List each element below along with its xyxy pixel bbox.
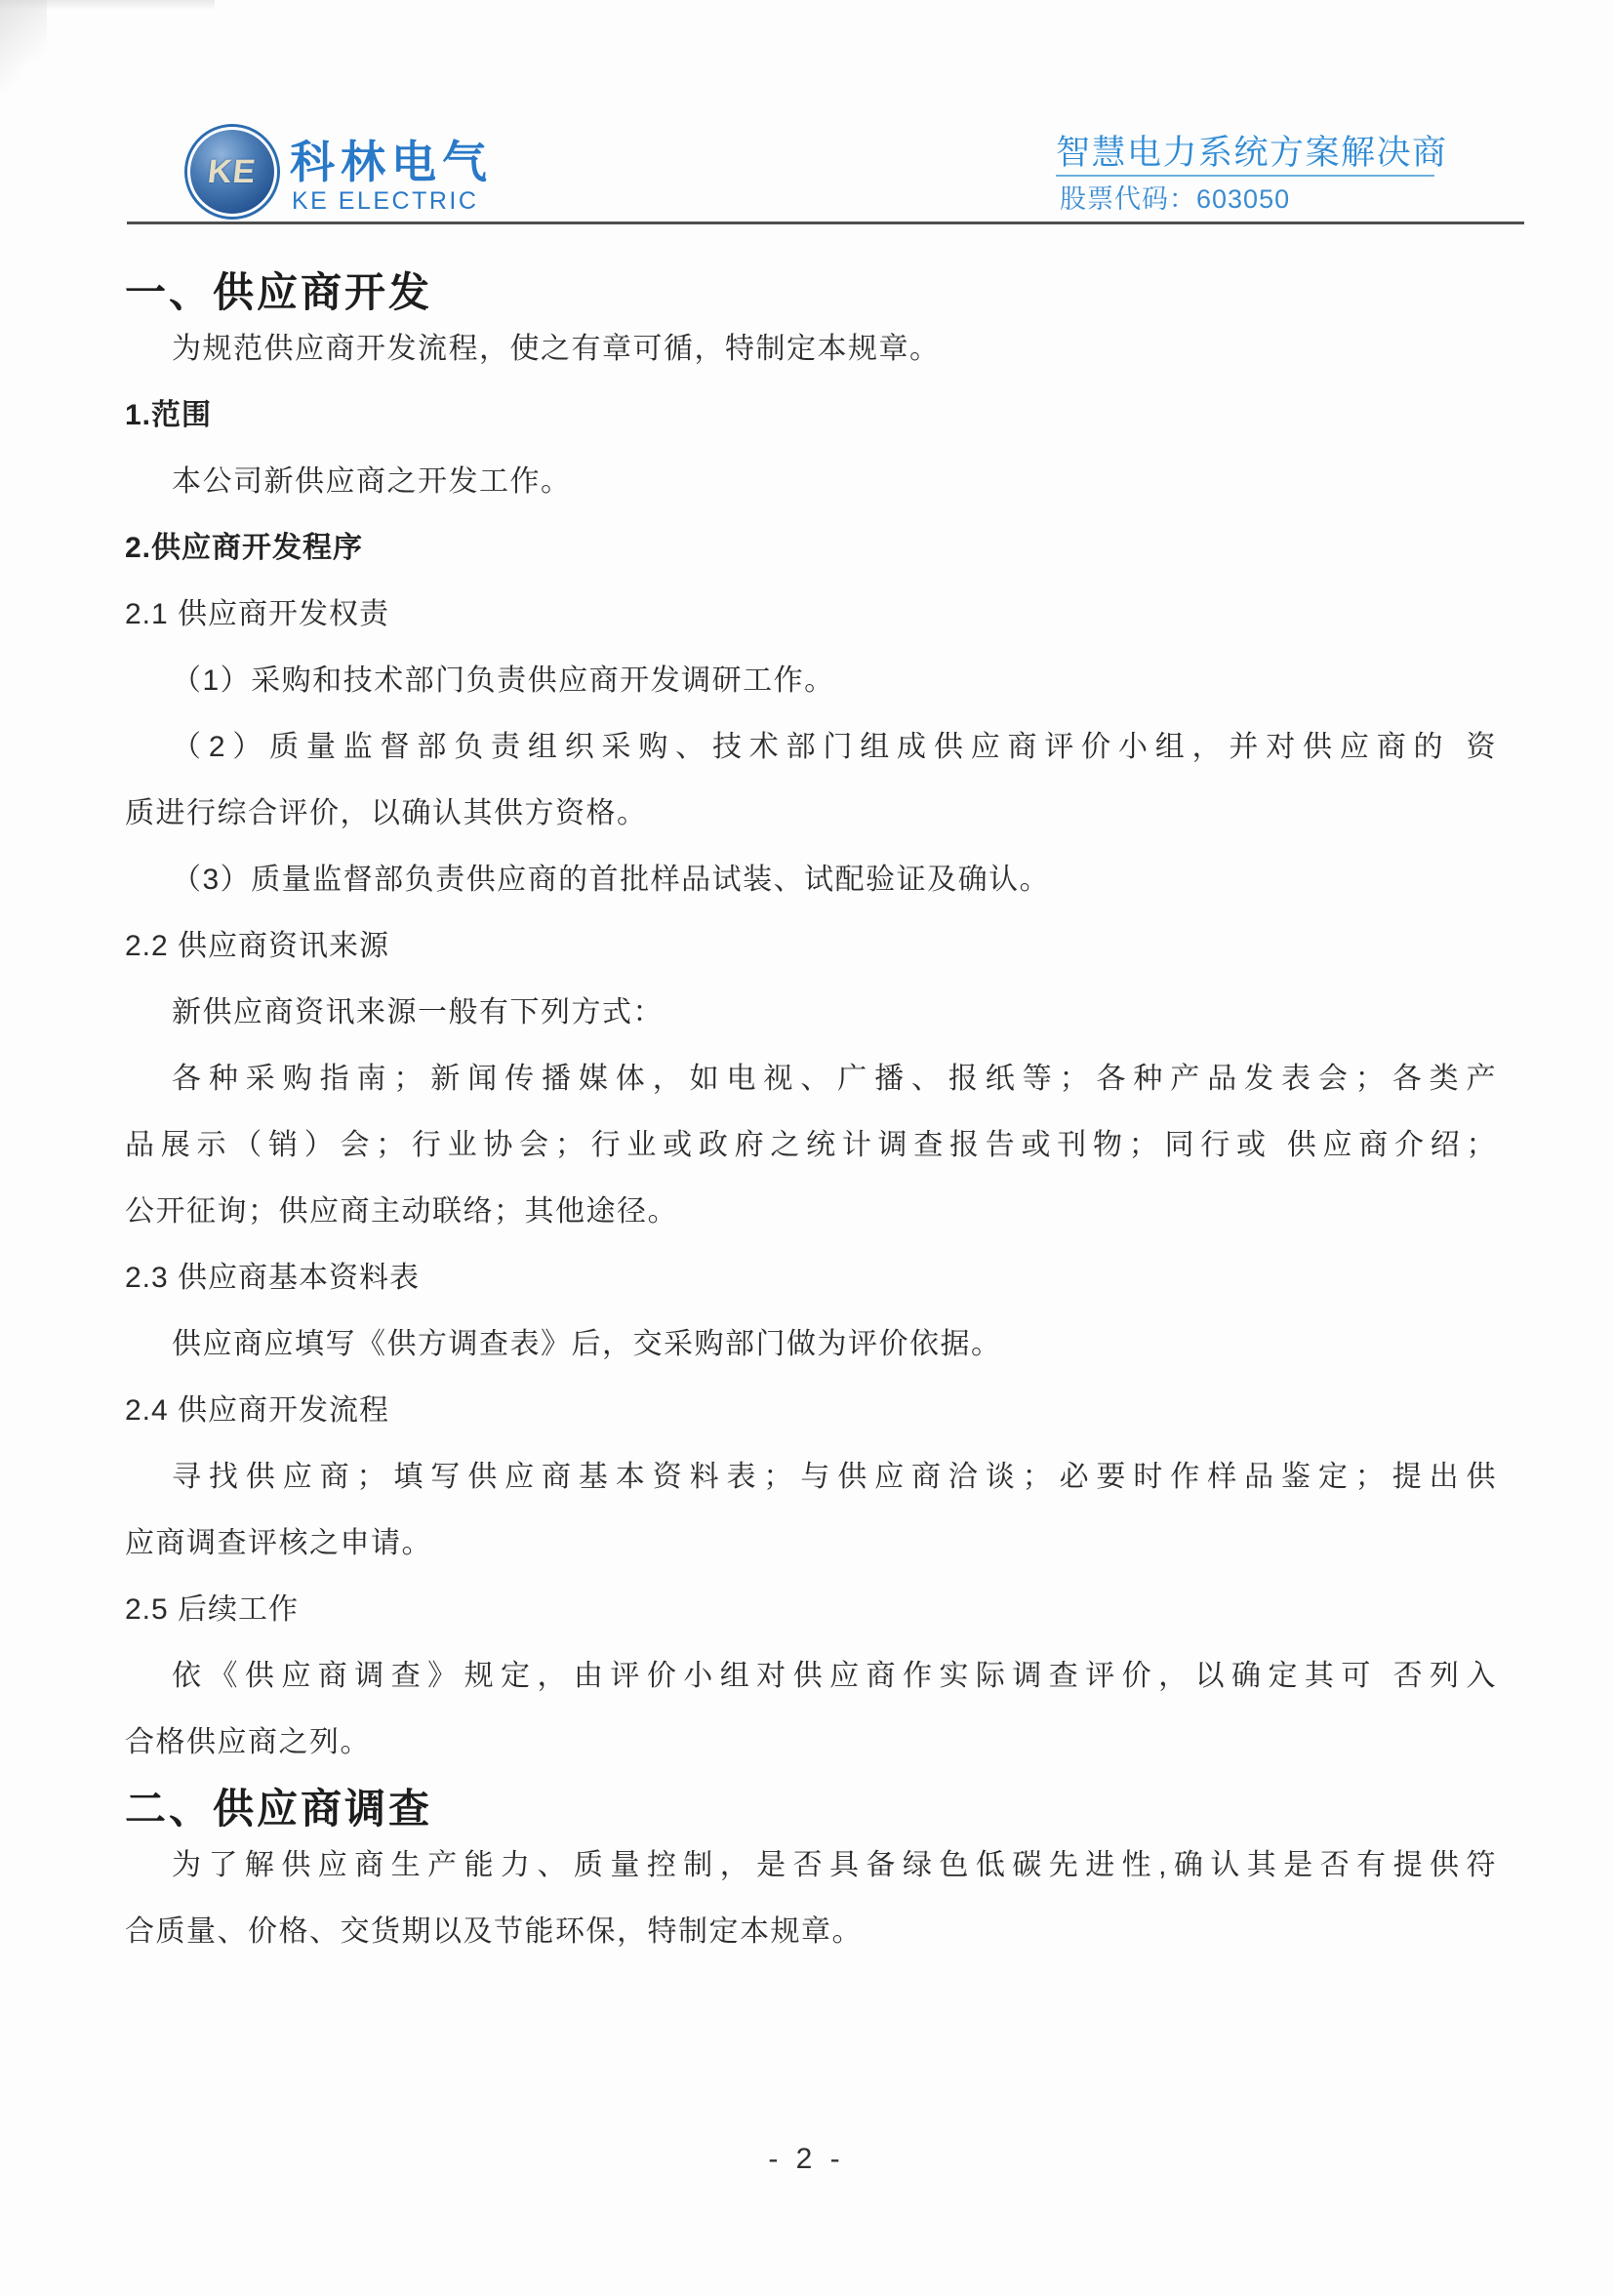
heading-2-1-responsibilities: 2.1 供应商开发权责 [125,598,390,630]
para-item-2-cont: 质进行综合评价，以确认其供方资格。 [125,797,648,829]
para-dev-process-line-2: 应商调查评核之申请。 [125,1527,432,1559]
company-logo-icon [187,127,277,217]
para-dev-process-line-1: 寻找供应商；填写供应商基本资料表；与供应商洽谈；必要时作样品鉴定；提出供 [172,1461,1497,1493]
para-sources-line-3: 公开征询；供应商主动联络；其他途径。 [125,1195,678,1228]
para-sources-line-2: 品展示（销）会；行业协会；行业或政府之统计调查报告或刊物；同行或 供应商介绍； [125,1129,1497,1161]
heading-2-5-follow-up: 2.5 后续工作 [125,1593,300,1626]
company-name-en: KE ELECTRIC [292,187,479,215]
scan-top-artifact [0,0,215,10]
company-name-cn: 科林电气 [290,137,493,187]
page-number: - 2 - [768,2143,845,2175]
para-purpose: 为规范供应商开发流程，使之有章可循，特制定本规章。 [172,333,941,365]
para-item-2: （2）质量监督部负责组织采购、技术部门组成供应商评价小组，并对供应商的 资 [172,731,1497,763]
para-scope-body: 本公司新供应商之开发工作。 [172,465,572,498]
para-sources-intro: 新供应商资讯来源一般有下列方式： [172,996,664,1028]
para-survey-line-2: 合质量、价格、交货期以及节能环保，特制定本规章。 [125,1915,863,1948]
para-follow-up-line-2: 合格供应商之列。 [125,1726,371,1758]
header-divider [127,222,1524,224]
logo-monogram: KE [206,152,259,190]
heading-2-4-dev-process: 2.4 供应商开发流程 [125,1394,390,1427]
heading-supplier-development: 一、供应商开发 [125,269,433,315]
heading-2-3-basic-data-form: 2.3 供应商基本资料表 [125,1262,421,1294]
para-survey-line-1: 为了解供应商生产能力、质量控制，是否具备绿色低碳先进性,确认其是否有提供符 [172,1849,1497,1881]
tagline-underline [1056,175,1434,177]
para-basic-data-form: 供应商应填写《供方调查表》后，交采购部门做为评价依据。 [172,1328,1002,1360]
company-tagline: 智慧电力系统方案解决商 [1056,134,1448,172]
heading-scope: 1.范围 [125,399,213,431]
para-item-3: （3）质量监督部负责供应商的首批样品试装、试配验证及确认。 [172,864,1051,896]
heading-development-procedure: 2.供应商开发程序 [125,532,364,564]
stock-code: 股票代码：603050 [1060,184,1291,214]
scan-corner-artifact [0,0,47,93]
document-body [125,269,1497,1983]
heading-2-2-info-sources: 2.2 供应商资讯来源 [125,930,390,962]
heading-supplier-survey: 二、供应商调查 [125,1786,433,1832]
para-item-1: （1）采购和技术部门负责供应商开发调研工作。 [172,665,835,697]
para-follow-up-line-1: 依《供应商调查》规定，由评价小组对供应商作实际调查评价，以确定其可 否列入 [172,1660,1497,1692]
para-sources-line-1: 各种采购指南；新闻传播媒体，如电视、广播、报纸等；各种产品发表会；各类产 [172,1063,1497,1095]
